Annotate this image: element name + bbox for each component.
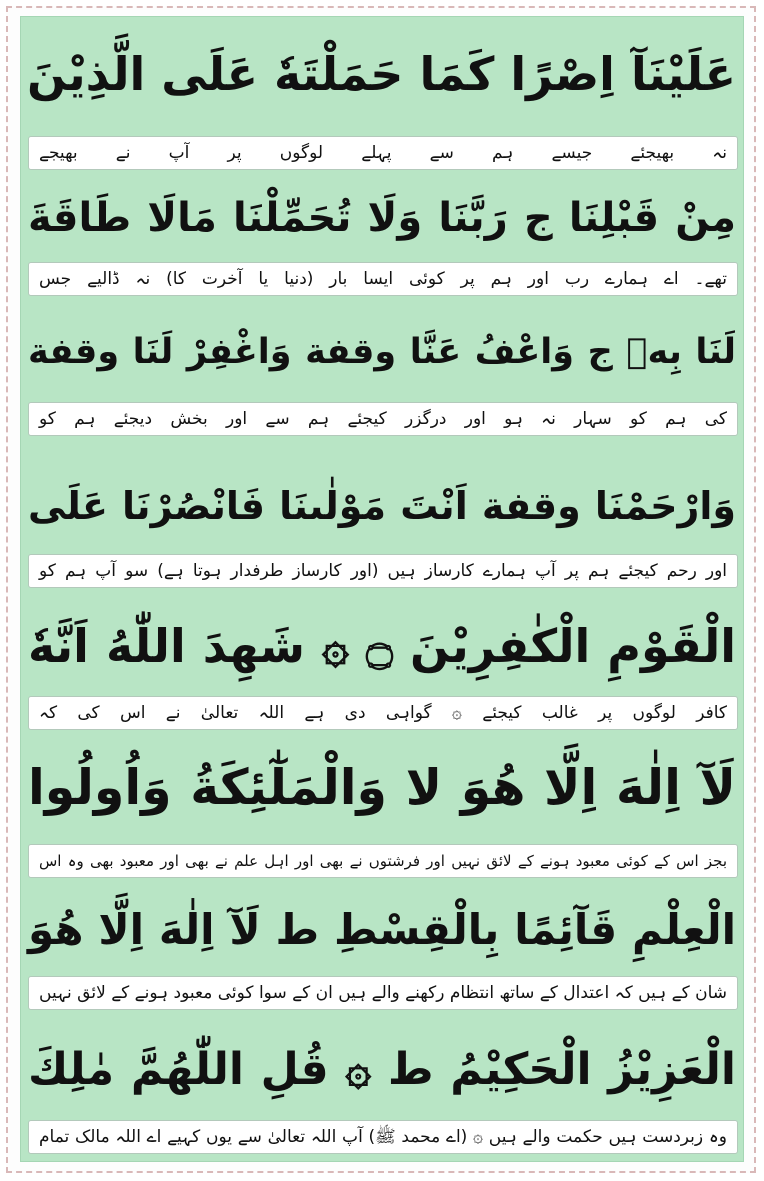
arabic-verse-line-4: وَارْحَمْنَا وقفة اَنْتَ مَوْلٰىنَا فَانْصُرْنَا عَلَى xyxy=(28,484,736,528)
arabic-verse-line-3: لَنَا بِهٖ ج وَاعْفُ عَنَّا وقفة وَاغْفِرْ لَنَا وقفة xyxy=(28,332,736,372)
urdu-translation-line-2: تھے۔ اے ہمارے رب اور ہم پر کوئی ایسا بار (دنیا یا آخرت کا) نہ ڈالیے جس xyxy=(28,262,738,296)
urdu-translation-line-7: شان کے ہیں کہ اعتدال کے ساتھ انتظام رکھنے والے ہیں ان کے سوا کوئی معبود ہونے کے لائق نہیں xyxy=(28,976,738,1010)
arabic-verse-line-7: الْعِلْمِ قَآئِمًا بِالْقِسْطِ ط لَآ اِلٰهَ اِلَّا هُوَ xyxy=(28,905,736,954)
arabic-verse-line-2: مِنْ قَبْلِنَا ج رَبَّنَا وَلَا تُحَمِّلْنَا مَالَا طَاقَةَ xyxy=(28,195,736,241)
urdu-translation-line-6: بجز اس کے کوئی معبود ہونے کے لائق نہیں اور فرشتوں نے بھی اور اہل علم نے بھی اور معبود بھی وہ اس xyxy=(28,844,738,878)
arabic-verse-line-8: الْعَزِيْزُ الْحَكِيْمُ ط ۞ قُلِ اللّٰهُمَّ مٰلِكَ xyxy=(28,1044,736,1095)
arabic-verse-line-1: عَلَيْنَآ اِصْرًا كَمَا حَمَلْتَهٗ عَلَى الَّذِيْنَ xyxy=(26,47,736,101)
quran-page xyxy=(20,16,744,1162)
arabic-verse-line-6: لَآ اِلٰهَ اِلَّا هُوَ لا وَالْمَلٰٓئِكَةُ وَاُولُوا xyxy=(28,759,736,816)
urdu-translation-line-8: وہ زبردست ہیں حکمت والے ہیں ۞ (اے محمد ﷺ) آپ اللہ تعالیٰ سے یوں کہیے اے اللہ مالک تمام xyxy=(28,1120,738,1154)
urdu-translation-line-5: کافر لوگوں پر غالب کیجئے ۞ گواہی دی ہے اللہ تعالیٰ نے اس کی کہ xyxy=(28,696,738,730)
urdu-translation-line-4: اور رحم کیجئے ہم پر آپ ہمارے کارساز ہیں (اور کارساز طرفدار ہوتا ہے) سو آپ ہم کو xyxy=(28,554,738,588)
arabic-verse-line-5: الْقَوْمِ الْكٰفِرِيْنَ ۝ ۞ شَهِدَ اللّٰهُ اَنَّهٗ xyxy=(28,619,736,673)
urdu-translation-line-3: کی ہم کو سہار نہ ہو اور درگزر کیجئے ہم سے اور بخش دیجئے ہم کو xyxy=(28,402,738,436)
urdu-translation-line-1: نہ بھیجئے جیسے ہم سے پہلے لوگوں پر آپ نے بھیجے xyxy=(28,136,738,170)
